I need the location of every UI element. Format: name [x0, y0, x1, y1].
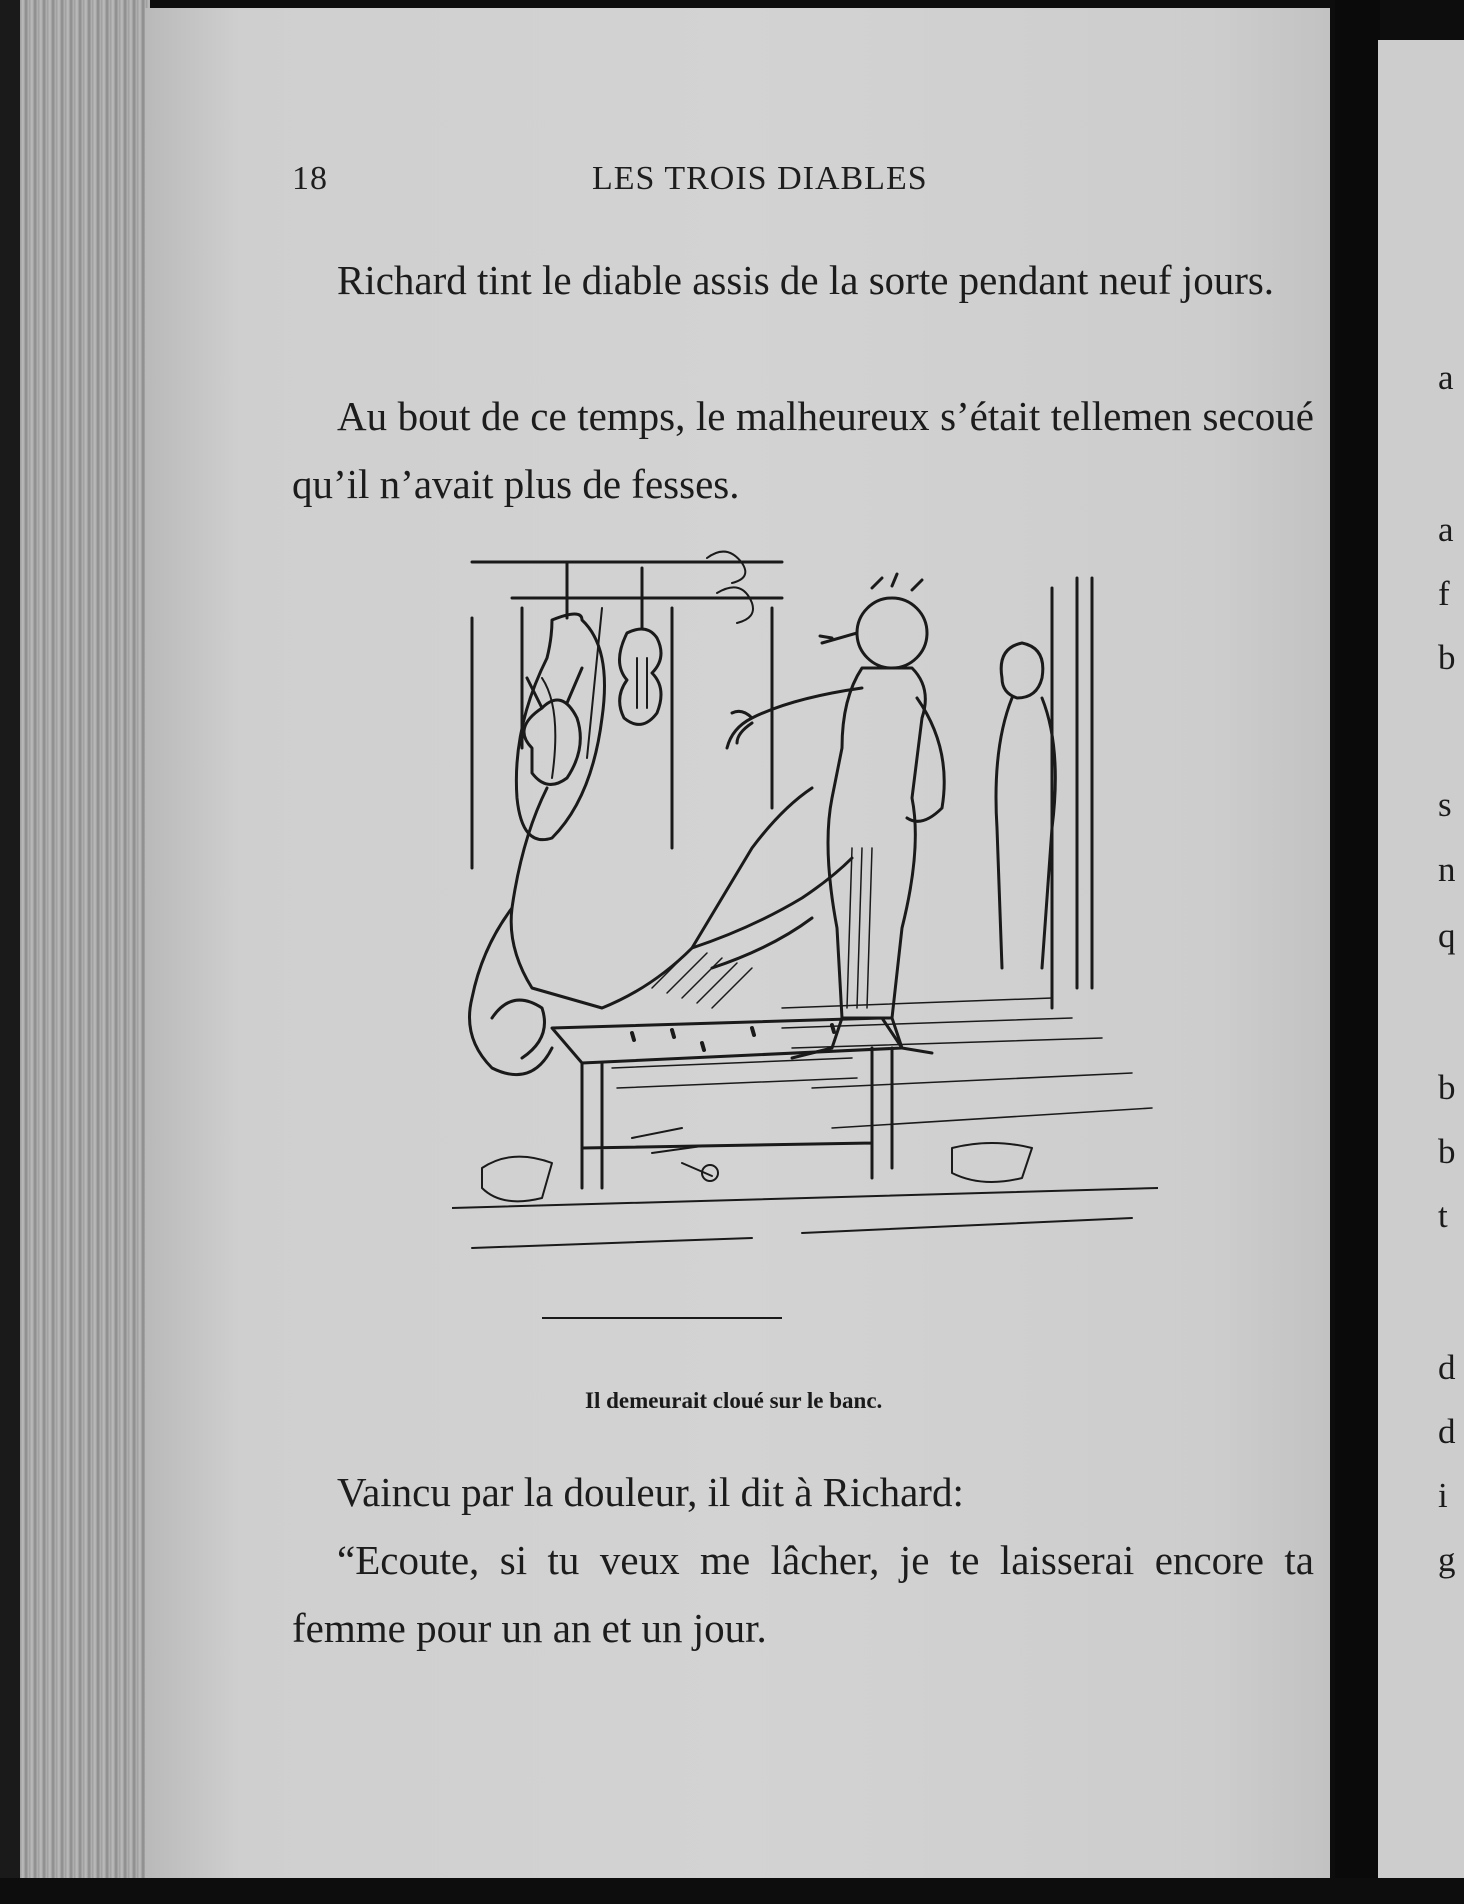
- bottom-edge: [0, 1878, 1464, 1904]
- running-head: [292, 160, 1012, 206]
- right-fragment: b: [1438, 1068, 1456, 1107]
- woodcut-illustration: [452, 548, 1158, 1348]
- pipe: [820, 633, 857, 643]
- right-fragment: g: [1438, 1540, 1456, 1579]
- right-fragment: a: [1438, 358, 1454, 397]
- right-fragment: t: [1438, 1196, 1448, 1235]
- bench-top: [552, 1018, 902, 1063]
- right-fragment: d: [1438, 1412, 1456, 1451]
- running-title: LES TROIS DIABLES: [592, 160, 928, 197]
- right-fragment: s: [1438, 785, 1452, 824]
- page-number: 18: [292, 160, 328, 197]
- page-stack-edges: [20, 0, 150, 1880]
- right-fragment: n: [1438, 850, 1456, 889]
- right-fragment: q: [1438, 916, 1456, 955]
- paragraph-2: Au bout de ce temps, le malheureux s’était tellemen secoué qu’il n’avait plus de fesses.: [292, 393, 1314, 507]
- right-page-fragment: [1378, 40, 1464, 1880]
- paragraph-4: “Ecoute, si tu veux me lâcher, je te laisserai encore ta femme pour un an et un jour.: [292, 1537, 1314, 1651]
- man-body: [828, 668, 925, 1018]
- right-fragment: b: [1438, 638, 1456, 677]
- right-fragment: a: [1438, 510, 1454, 549]
- paragraph-1: Richard tint le diable assis de la sorte pendant neuf jours.: [337, 257, 1275, 303]
- paragraph-3: Vaincu par la douleur, il dit à Richard:: [337, 1469, 964, 1515]
- peeking-figure-head: [1001, 643, 1043, 698]
- right-fragment: i: [1438, 1476, 1448, 1515]
- right-fragment: b: [1438, 1132, 1456, 1171]
- right-fragment: d: [1438, 1348, 1456, 1387]
- shelf-beam: [472, 562, 782, 598]
- book-spine-edge: [0, 0, 22, 1904]
- violin: [620, 568, 662, 724]
- peeking-figure-body: [996, 698, 1055, 968]
- man-head: [857, 598, 927, 668]
- book-gutter: [1335, 0, 1380, 1904]
- illustration-caption: Il demeurait cloué sur le banc.: [585, 1388, 883, 1413]
- right-fragment: f: [1438, 574, 1450, 613]
- devil-body: [511, 788, 812, 1008]
